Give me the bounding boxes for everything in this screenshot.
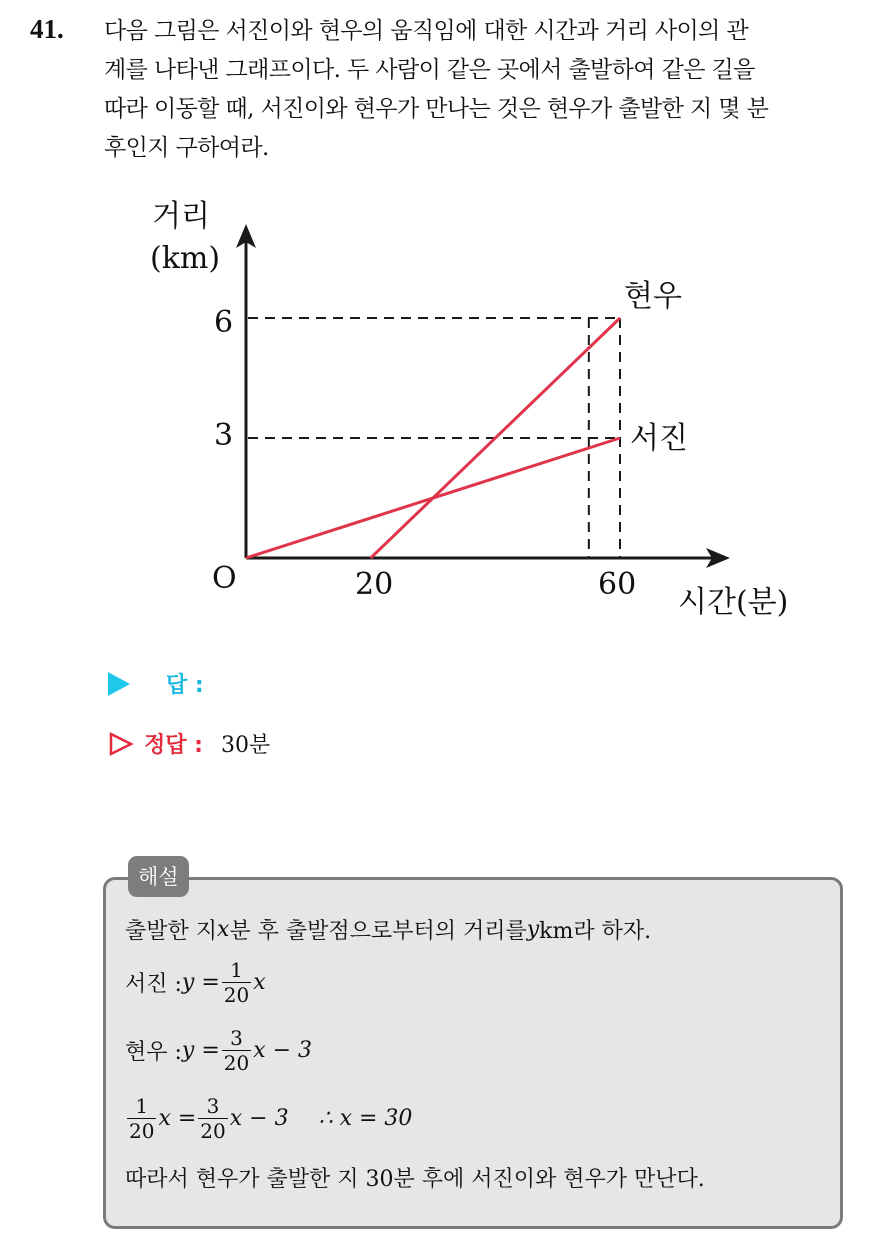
fraction-numerator: 1 <box>135 1094 149 1118</box>
series-label-hyeonwoo: 현우 <box>624 279 682 314</box>
var-y: y <box>526 917 540 942</box>
equation-lhs: y = <box>181 1038 220 1063</box>
var-x: x <box>217 917 230 942</box>
seojin-label: 서진 : <box>125 972 182 997</box>
x-tick-20: 20 <box>355 567 394 602</box>
series-label-seojin: 서진 <box>630 421 688 456</box>
fraction-numerator: 1 <box>230 958 243 982</box>
fraction-denominator: 20 <box>223 983 250 1007</box>
equation-rhs: x <box>253 970 266 995</box>
fraction-denominator: 20 <box>129 1119 155 1143</box>
y-tick-6: 6 <box>214 305 234 340</box>
question-line: 계를 나타낸 그래프이다. 두 사람이 같은 곳에서 출발하여 같은 길을 <box>104 57 755 83</box>
solution-text: 분 후 출발점으로부터의 거리를 <box>229 919 527 944</box>
correct-answer-row <box>108 728 270 759</box>
question-number: 41. <box>30 14 64 44</box>
solution-hyeonwoo-equation <box>125 1026 312 1075</box>
solution-conclusion: 따라서 현우가 출발한 지 30분 후에 서진이와 현우가 만난다. <box>125 1167 705 1192</box>
correct-answer-label: 정답 : <box>144 733 203 758</box>
fraction-numerator: 3 <box>206 1094 220 1118</box>
fraction-numerator: 3 <box>230 1026 243 1050</box>
solution-tag: 해설 <box>128 856 189 897</box>
outline-triangle-icon <box>108 731 134 757</box>
x-axis-label: 시간(분) <box>678 585 789 620</box>
question-line: 다음 그림은 서진이와 현우의 움직임에 대한 시간과 거리 사이의 관 <box>104 18 749 44</box>
answer-row <box>108 668 204 699</box>
fraction <box>222 1026 251 1075</box>
play-triangle-icon <box>108 672 130 696</box>
correct-answer-value: 30분 <box>220 733 271 758</box>
fraction <box>198 1094 227 1143</box>
equation-result: ∴ x = 30 <box>318 1106 413 1131</box>
y-axis-unit: (km) <box>150 241 221 276</box>
question-line: 따라 이동할 때, 서진이와 현우가 만나는 것은 현우가 출발한 지 몇 분 <box>104 96 769 122</box>
solution-meeting-equation <box>125 1094 412 1143</box>
fraction-denominator: 20 <box>223 1051 250 1075</box>
origin-label: O <box>212 561 237 596</box>
fraction <box>127 1094 156 1143</box>
solution-line-1 <box>125 914 651 945</box>
equation-rhs: x − 3 <box>229 1106 289 1131</box>
fraction-denominator: 20 <box>200 1119 226 1143</box>
solution-text: km라 하자. <box>539 919 652 944</box>
answer-label: 답 : <box>166 673 204 698</box>
hyeonwoo-label: 현우 : <box>125 1040 182 1065</box>
dashed-guides <box>248 318 620 558</box>
solution-text: 출발한 지 <box>125 919 218 944</box>
equation-lhs: y = <box>181 970 220 995</box>
question-line: 후인지 구하여라. <box>104 135 269 161</box>
equation-rhs: x − 3 <box>253 1038 313 1063</box>
y-axis-label: 거리 <box>152 199 210 234</box>
solution-seojin-equation <box>125 958 266 1007</box>
equation-mid: x = <box>158 1106 197 1131</box>
y-tick-3: 3 <box>214 418 234 453</box>
x-tick-60: 60 <box>598 567 637 602</box>
fraction <box>222 958 251 1007</box>
